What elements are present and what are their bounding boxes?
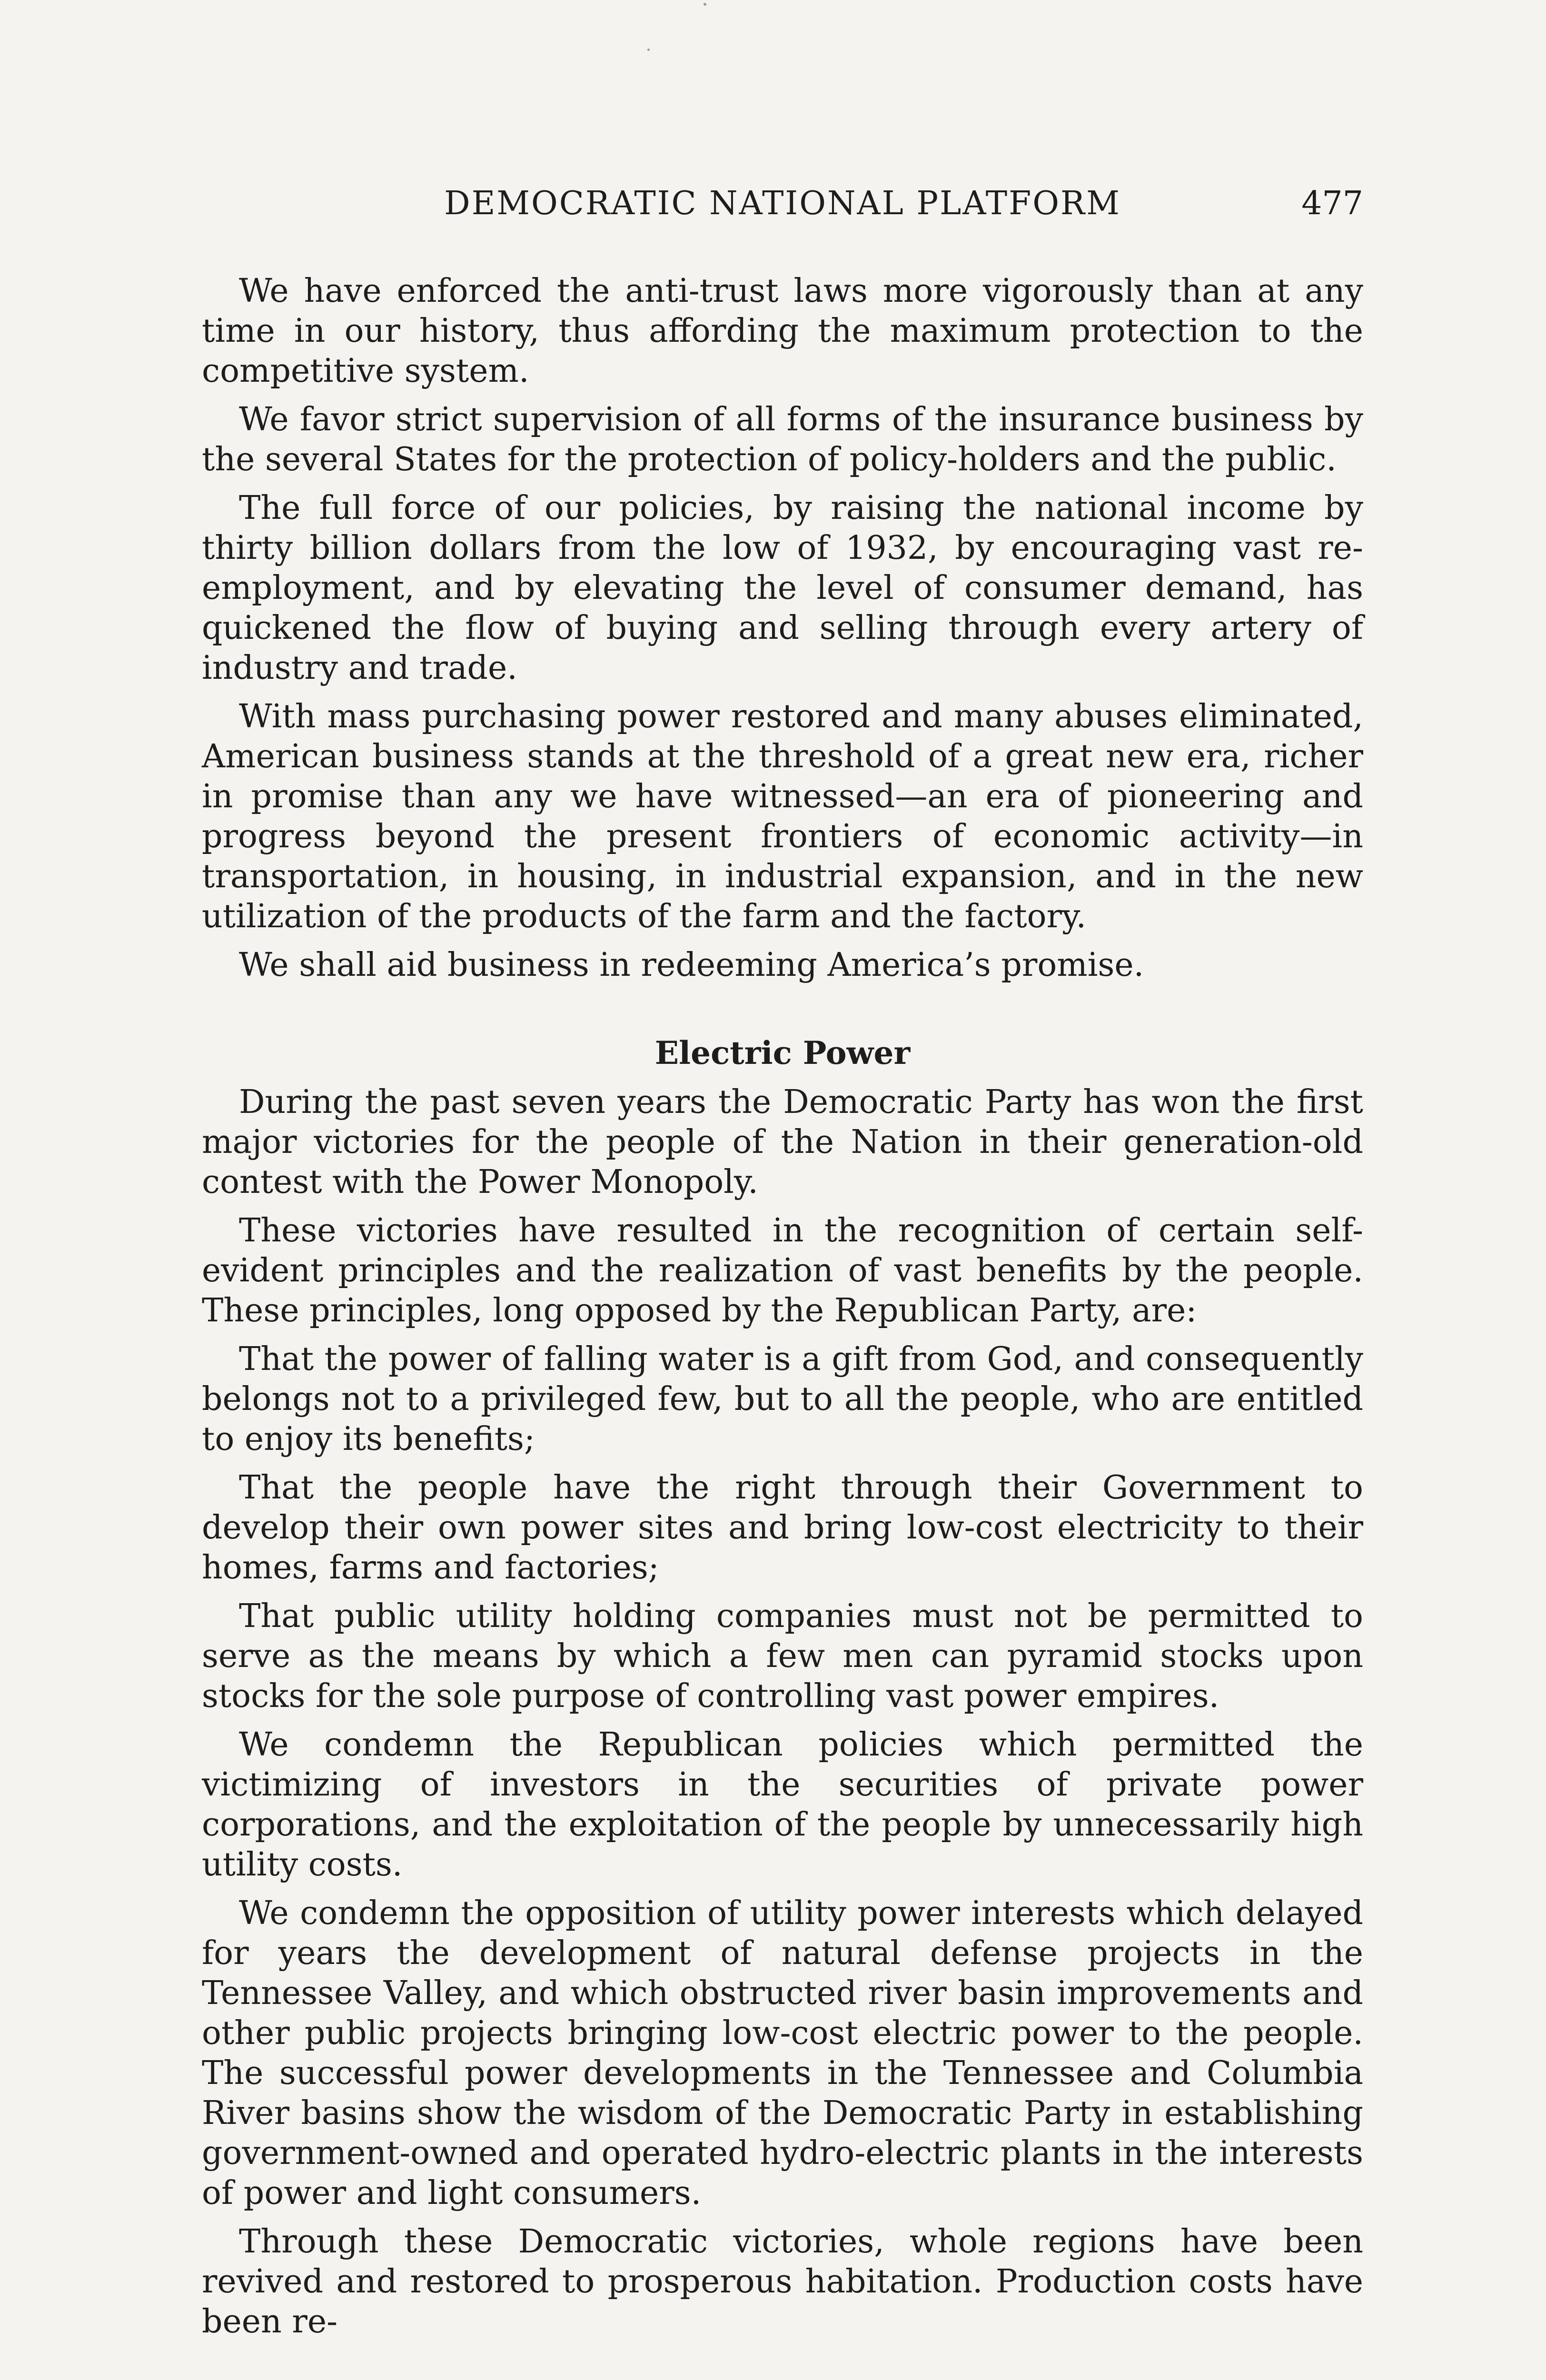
paragraph-regions-revived: Through these Democratic victories, whole regions have been revived and restored to prosperous habitation. Production costs have been re- xyxy=(202,2223,1363,2340)
paragraph-principles: These victories have resulted in the recognition of certain self-evident principles and the realization of vast benefits by the people. These principles, long opposed by the Republican Party, are: xyxy=(202,1212,1363,1329)
paragraph-condemn-opposition: We condemn the opposition of utility power interests which delayed for years the development of natural defense projects in the Tennessee Valley, and which obstructed river basin improvements and other public projects bringing low-cost electric power to the people. The successful power developments in the Tennessee and Columbia River basins show the wisdom of the Democratic Party in establishing government-owned and operated hydro-electric plants in the interests of power and light consumers. xyxy=(202,1894,1363,2212)
section-heading-electric-power: Electric Power xyxy=(654,1034,911,1071)
paragraph-power-monopoly: During the past seven years the Democratic Party has won the first major victories for the people of the Nation in their generation-old contest with the Power Monopoly. xyxy=(202,1083,1363,1201)
paragraph-redeeming-promise: We shall aid business in redeeming America’s promise. xyxy=(239,946,1144,984)
paper-speck xyxy=(647,49,650,51)
paper-speck xyxy=(704,3,706,6)
body-text xyxy=(202,271,1363,2350)
paragraph-falling-water: That the power of falling water is a gift from God, and consequently belongs not to a privileged few, but to all the people, who are entitled to enjoy its benefits; xyxy=(202,1340,1363,1458)
paragraph-power-sites: That the people have the right through their Government to develop their own power sites and bring low-cost electricity to their homes, farms and factories; xyxy=(202,1469,1363,1587)
paragraph-national-income: The full force of our policies, by raising the national income by thirty billion dollars from the low of 1932, by encouraging vast re-employment, and by elevating the level of consumer demand, has quickened the flow of buying and selling through every artery of industry and trade. xyxy=(202,489,1363,687)
paragraph-condemn-policies: We condemn the Republican policies which permitted the victimizing of investors in the securities of private power corporations, and the exploitation of the people by unnecessarily high utility costs. xyxy=(202,1726,1363,1884)
paragraph-insurance: We favor strict supervision of all forms of the insurance business by the several States for the protection of policy-holders and the public. xyxy=(202,401,1363,478)
paragraph-purchasing-power: With mass purchasing power restored and many abuses eliminated, American business stands at the threshold of a great new era, richer in promise than any we have witnessed—an era of pioneering and progress beyond the present frontiers of economic activity—in transportation, in housing, in industrial expansion, and in the new utilization of the products of the farm and the factory. xyxy=(202,698,1363,935)
running-title: DEMOCRATIC NATIONAL PLATFORM xyxy=(444,185,1121,222)
running-head xyxy=(202,180,1363,228)
page-number: 477 xyxy=(1301,185,1363,222)
paragraph-holding-companies: That public utility holding companies must not be permitted to serve as the means by which a few men can pyramid stocks upon stocks for the sole purpose of controlling vast power empires. xyxy=(202,1597,1363,1715)
paragraph-anti-trust: We have enforced the anti-trust laws more vigorously than at any time in our history, thus affording the maximum protection to the competitive system. xyxy=(202,272,1363,390)
